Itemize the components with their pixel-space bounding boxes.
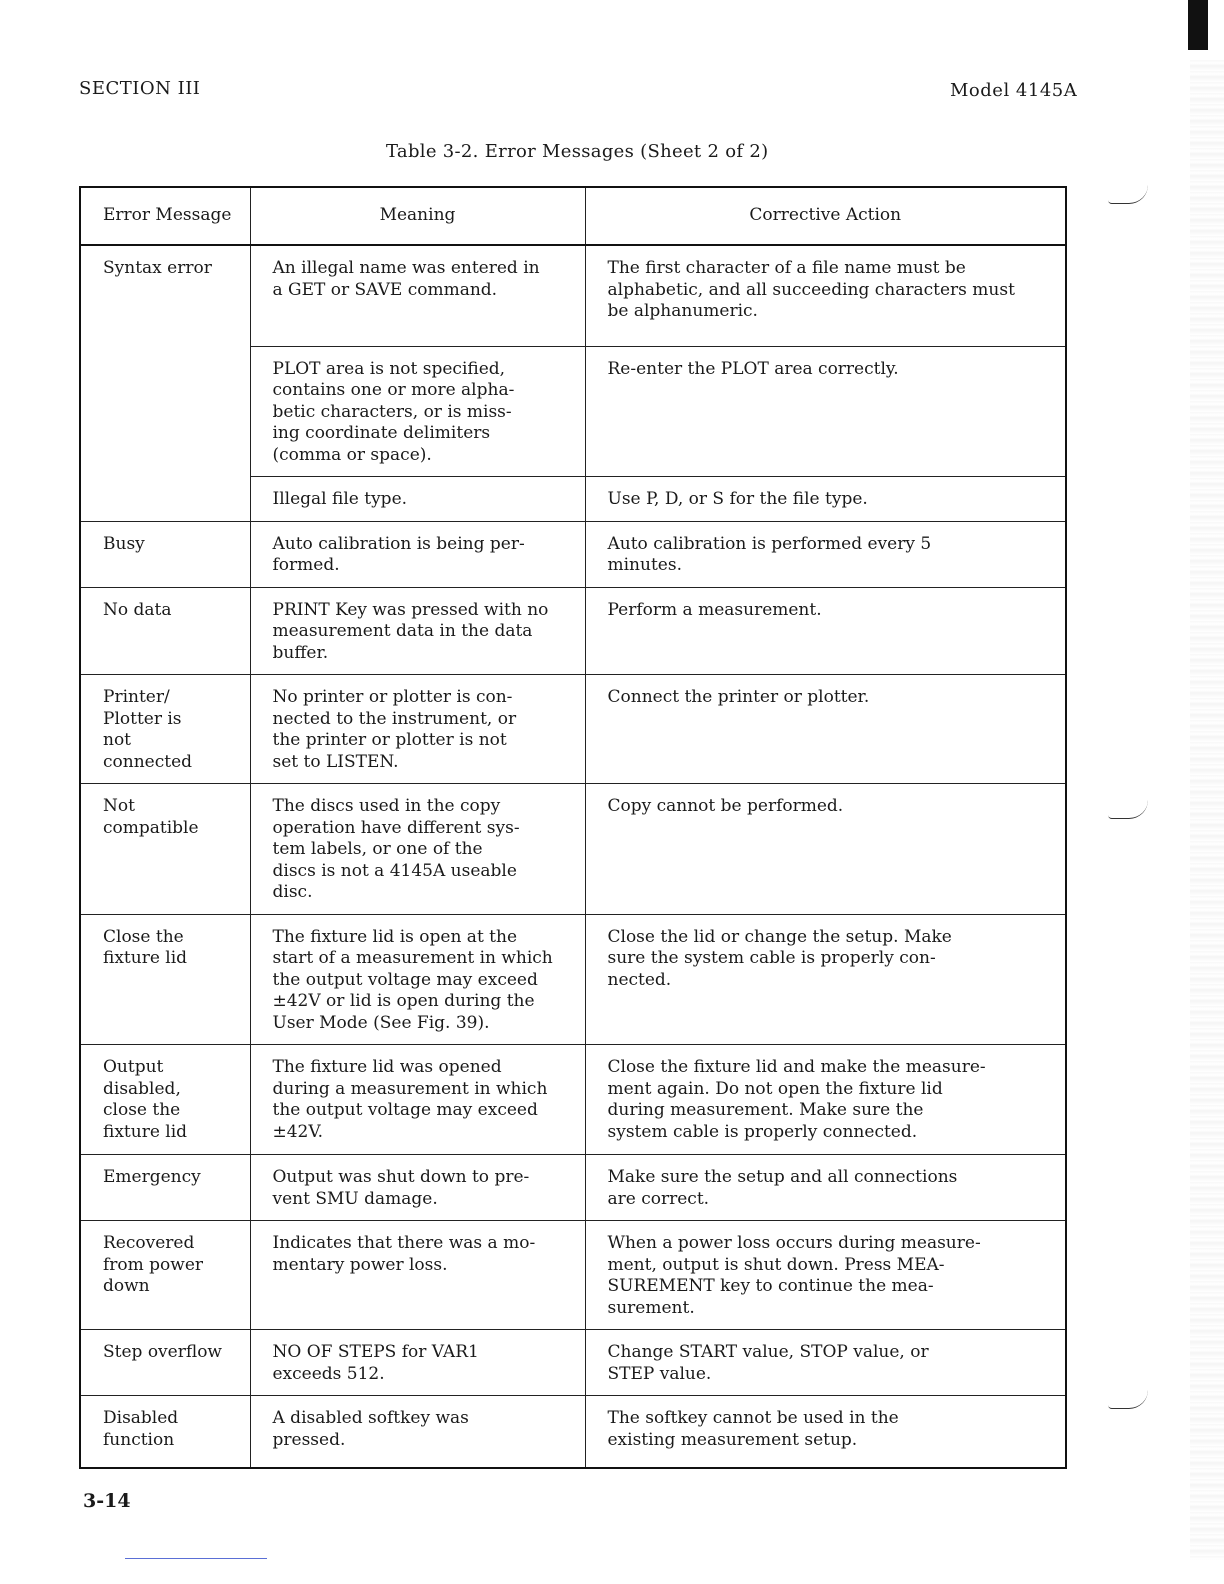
meaning-cell: PRINT Key was pressed with no measurement data in the data buffer. — [250, 587, 585, 675]
table-title: Table 3-2. Error Messages (Sheet 2 of 2) — [386, 141, 769, 162]
scan-edge-texture — [1190, 60, 1224, 1560]
table-row — [80, 587, 1066, 675]
scan-edge-mark — [1188, 0, 1208, 50]
column-header-corrective-action: Corrective Action — [585, 187, 1066, 245]
table-row — [80, 675, 1066, 784]
table-header-row — [80, 187, 1066, 245]
meaning-cell: An illegal name was entered in a GET or SAVE command. — [250, 245, 585, 346]
meaning-cell: The fixture lid was opened during a measurement in which the output voltage may exceed ±42V. — [250, 1045, 585, 1155]
corrective-action-cell: Use P, D, or S for the file type. — [585, 477, 1066, 522]
corrective-action-cell: The softkey cannot be used in the existing measurement setup. — [585, 1396, 1066, 1468]
error-message-cell: Close the fixture lid — [80, 914, 250, 1045]
corrective-action-cell: Make sure the setup and all connections are correct. — [585, 1155, 1066, 1221]
corrective-action-cell: Copy cannot be performed. — [585, 784, 1066, 915]
error-message-cell: Disabled function — [80, 1396, 250, 1468]
meaning-cell: Indicates that there was a mo- mentary power loss. — [250, 1221, 585, 1330]
corrective-action-cell: Perform a measurement. — [585, 587, 1066, 675]
meaning-cell: The fixture lid is open at the start of a measurement in which the output voltage may exceed ±42V or lid is open during the User Mode (See Fig. 39). — [250, 914, 585, 1045]
footer-rule — [125, 1558, 267, 1559]
meaning-cell: A disabled softkey was pressed. — [250, 1396, 585, 1468]
table-row — [80, 1221, 1066, 1330]
corrective-action-cell: Connect the printer or plotter. — [585, 675, 1066, 784]
meaning-cell: Auto calibration is being per- formed. — [250, 521, 585, 587]
meaning-cell: No printer or plotter is con- nected to the instrument, or the printer or plotter is not set to LISTEN. — [250, 675, 585, 784]
meaning-cell: Output was shut down to pre- vent SMU damage. — [250, 1155, 585, 1221]
corrective-action-cell: Close the lid or change the setup. Make sure the system cable is properly con- nected. — [585, 914, 1066, 1045]
corrective-action-cell: Re-enter the PLOT area correctly. — [585, 346, 1066, 477]
column-header-meaning: Meaning — [250, 187, 585, 245]
error-message-cell: Busy — [80, 521, 250, 587]
error-message-cell: Printer/ Plotter is not connected — [80, 675, 250, 784]
error-messages-table — [79, 186, 1067, 1469]
page-number: 3-14 — [83, 1490, 131, 1512]
corrective-action-cell: Change START value, STOP value, or STEP value. — [585, 1330, 1066, 1396]
error-message-cell: Not compatible — [80, 784, 250, 915]
margin-binding-mark — [1108, 1390, 1148, 1409]
error-message-cell: No data — [80, 587, 250, 675]
table-row — [80, 1396, 1066, 1468]
table-row — [80, 914, 1066, 1045]
corrective-action-cell: The first character of a file name must be alphabetic, and all succeeding characters must be alphanumeric. — [585, 245, 1066, 346]
error-message-cell: Syntax error — [80, 245, 250, 521]
error-message-cell: Recovered from power down — [80, 1221, 250, 1330]
meaning-cell: PLOT area is not specified, contains one or more alpha- betic characters, or is miss- ing coordinate delimiters (comma or space). — [250, 346, 585, 477]
table-row — [80, 245, 1066, 346]
meaning-cell: The discs used in the copy operation have different sys- tem labels, or one of the discs is not a 4145A useable disc. — [250, 784, 585, 915]
table-row — [80, 1155, 1066, 1221]
section-label: SECTION III — [79, 78, 201, 99]
meaning-cell: NO OF STEPS for VAR1 exceeds 512. — [250, 1330, 585, 1396]
column-header-error-message: Error Message — [80, 187, 250, 245]
margin-binding-mark — [1108, 185, 1148, 204]
error-message-cell: Emergency — [80, 1155, 250, 1221]
corrective-action-cell: Close the fixture lid and make the measure- ment again. Do not open the fixture lid during measurement. Make sure the system cable is properly connected. — [585, 1045, 1066, 1155]
meaning-cell: Illegal file type. — [250, 477, 585, 522]
model-label: Model 4145A — [950, 80, 1078, 101]
table-row — [80, 521, 1066, 587]
corrective-action-cell: When a power loss occurs during measure- ment, output is shut down. Press MEA- SUREMENT key to continue the mea- surement. — [585, 1221, 1066, 1330]
table-row — [80, 1330, 1066, 1396]
error-message-cell: Step overflow — [80, 1330, 250, 1396]
error-message-cell: Output disabled, close the fixture lid — [80, 1045, 250, 1155]
table-row — [80, 784, 1066, 915]
margin-binding-mark — [1108, 800, 1148, 819]
table-row — [80, 1045, 1066, 1155]
corrective-action-cell: Auto calibration is performed every 5 minutes. — [585, 521, 1066, 587]
